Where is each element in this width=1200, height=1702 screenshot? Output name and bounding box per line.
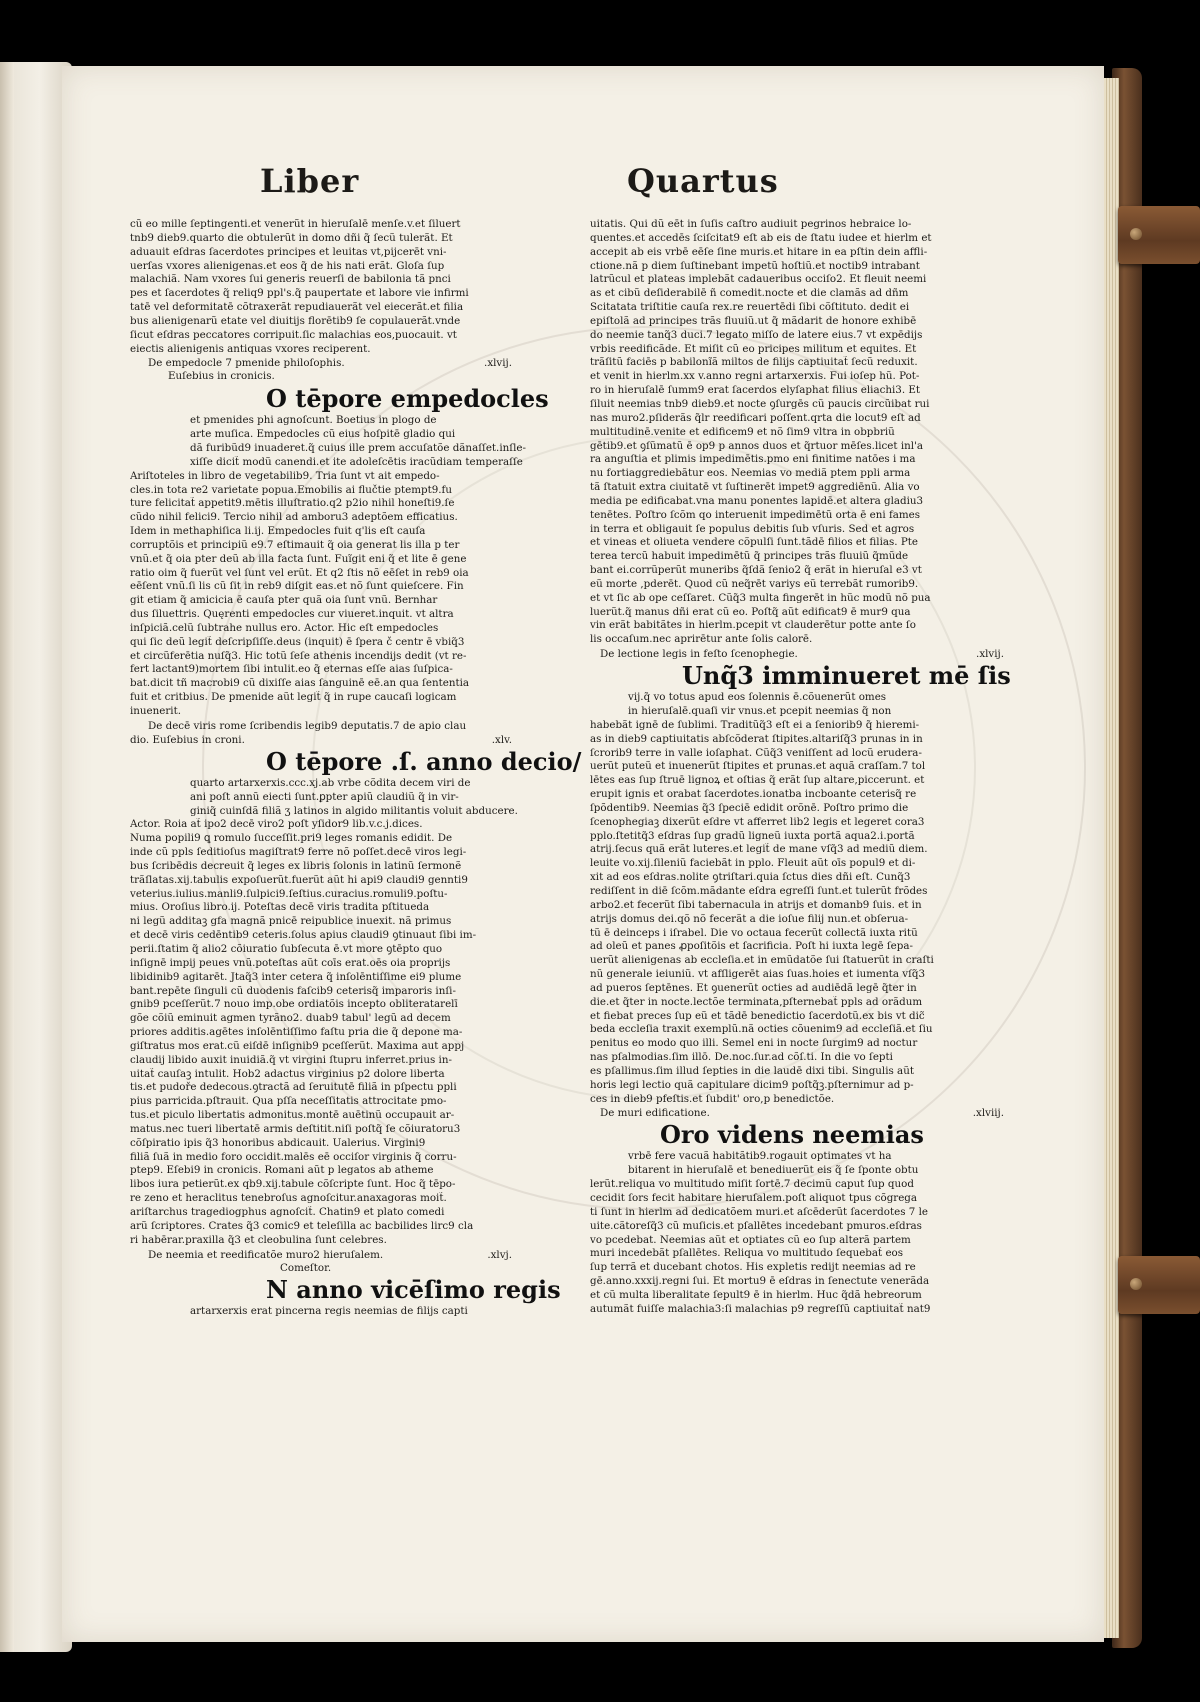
text-line: matus.nec tueri libertatē armis deſtitit.niſi poſtq̃ ſe cõiuratoru3 — [130, 1122, 461, 1135]
text-line: giſtratus mos erat.cũ eiſdē inſignib9 pceſſerũt. Maxima aut appj — [130, 1039, 465, 1052]
text-line: cles.in tota re2 varietate popua.Emobilis ai flučtie ptempt9.fu — [130, 483, 452, 496]
text-line: ariſtarchus tragediogphus agnoſcit̃. Chatin9 et plato comedi — [130, 1206, 445, 1218]
text-line: malachiã. Nam vxores ſui generis reuerſi de babilonia tã pnci — [130, 273, 451, 286]
text-line: epiſtolã ad principes trãs fluuiũ.ut q̃ mãdarit de honore exhibē — [590, 314, 917, 327]
text-line: et pmenides phi agnoſcunt. Boetius in plogo de — [190, 414, 437, 427]
text-line: cũdo nihil felici9. Tercio nihil ad amboru3 adeptõem efficatius. — [130, 511, 458, 524]
text-line: bus alienigenarũ etate vel diuitijs florētib9 ſe copulauerãt.vnde — [130, 314, 461, 327]
text-line: ra anguſtia et plimis impedimētis.pmo eni finitime natōes i ma — [590, 453, 916, 466]
text-line: uerũt alienigenas ab eccleſia.et in emũdatõe ſui ſtatuerũt in craſti — [590, 954, 934, 967]
text-line: vrbē fere vacuã habitãtib9.rogauit optimates vt ha — [628, 1150, 892, 1163]
rivet-icon — [1130, 228, 1142, 240]
text-line: uitat̃ cauſaꝫ intulit. Hob2 adactus virginius p2 dolore liberta — [130, 1067, 445, 1080]
text-line: tis.et pudoře dedecous.ꝯtractã ad ſeruitutē filiã in pſpectu ppli — [130, 1081, 457, 1094]
text-line: ctione.nã p diem ſuſtinebant impetũ hoſtiũ.et noctib9 intrabant — [590, 259, 920, 272]
text-line: bant.repēte ſinguli cũ duodenis faſcib9 ceterisq̃ imparoris inſi- — [130, 984, 456, 997]
text-line: do neemie tanq̃3 duci.7 legato miſſo de latere eius.7 vt expēdijs — [590, 328, 923, 341]
text-line: giniq̃ cuinſdã filiã ʒ latinos in algido militantis voluit abducere. — [190, 804, 518, 817]
text-line: pplo.ſtetitq̃3 eſdras ſup gradũ ligneũ iuxta portã aqua2.i.portã — [590, 829, 915, 842]
text-line: claudij libido auxit inuidiã.q̃ vt virgini ſtupru inferret.prius in- — [130, 1053, 452, 1066]
rivet-icon — [1130, 1278, 1142, 1290]
chapter-reference: De decē viris rome ſcribendis legib9 deputatis.7 de apio clau — [148, 719, 467, 732]
text-line: habebãt ignē de ſublimi. Traditũq̃3 eſt ei a ſeniorib9 q̃ hieremi- — [590, 718, 920, 731]
chapter-reference: dio. Euſebius in croni. .xlv. — [130, 733, 512, 746]
text-line: et vt ſic ab ope ceſſaret. Cũq̃3 multa fingerēt in hũc modũ nõ pua — [590, 591, 931, 604]
text-line: nu fortiaggrediebãtur eos. Neemias vo mediã ptem ppli arma — [590, 467, 911, 480]
text-line: corruptõis et principiũ e9.7 eſtimauit q̃ oia generat lis illa p ter — [130, 538, 460, 551]
text-line: ſup terrã et ducebant chotos. His expletis redijt neemias ad re — [590, 1261, 916, 1274]
text-line: multitudinē.venite et edificem9 et nõ ſim9 vltra in obpbriũ — [590, 425, 895, 438]
left-column — [130, 218, 582, 1319]
text-line: bat.dicit tñ macrobi9 cũ dixiſſe aias ſanguinē eē.an qua ſententia — [130, 677, 470, 690]
text-line: gētib9.et ꝯſũmatũ ē op9 p annos duos et q̃rtuor mēſes.licet inl'a — [590, 439, 924, 452]
text-line: ani poſt annũ eiecti ſunt.ꝑpter apiũ claudiũ q̃ in vir- — [190, 790, 459, 803]
text-line: ri habērar.praxilla q̃3 et cleobulina ſunt celebres. — [130, 1233, 387, 1246]
text-line: beda eccleſia traxit exemplũ.nã octies cõuenim9 ad eccleſiã.et ſiu — [590, 1023, 933, 1036]
text-line: bus ſcribēdis decreuit q̃ leges ex libris ſolonis in latinũ ſermonẽ — [130, 859, 462, 872]
text-line: Numa popili9 ꝗ romulo ſucceſſit.pri9 leges romanis edidit. De — [130, 832, 453, 845]
text-line: et venit in hierlm.xx v.anno regni artarxerxis. Fui ioſep hũ. Pot- — [590, 370, 920, 383]
text-line: Ariſtoteles in libro de vegetabilib9. Tria ſunt vt ait empedo- — [130, 469, 440, 482]
text-line: libos iura petierũt.ex qb9.xij.tabule cõſcripte ſunt. Hoc q̃ tēpo- — [130, 1178, 456, 1191]
text-line: die.et q̃ter in nocte.lectõe terminata,pſternebat̃ ppls ad orãdum — [590, 995, 923, 1008]
text-line: lis occaſum.nec aprirētur ante ſolis calorē. — [590, 633, 813, 646]
text-line: Idem in methaphiſica li.ij. Empedocles fuit q'lis eſt cauſa — [130, 525, 426, 538]
text-line: in terra et obligauit ſe populus debitis ſub vſuris. Sed et agros — [590, 522, 915, 535]
text-line: luerũt.q̃ manus dñi erat cũ eo. Poſtq̃ aũt edificat9 ē mur9 qua — [590, 605, 911, 618]
text-line: tatē vel deformitatē cõtraxerãt repudiauerãt vel eiecerãt.et filia — [130, 301, 464, 314]
text-line: arte muſica. Empedocles cũ eius hoſpitē gladio qui — [190, 428, 456, 441]
text-line: arbo2.et fecerũt ſibi tabernacula in atrijs et domanb9 ſuis. et in — [590, 898, 922, 911]
text-line: vrbis reedificãde. Et miſit cũ eo pricipes militum et equites. Et — [590, 342, 917, 355]
text-line: inde cũ ppls ſeditioſus magiſtrat9 ferre nõ poſſet.decē viros legi- — [130, 846, 467, 859]
text-line: et decē viris cedēntib9 ceteris.ſolus apius claudi9 ꝯtinuaut ſibi im- — [130, 929, 477, 942]
section-heading: Unq̃3 imminueret mē ſis — [682, 661, 1011, 691]
source-citation: Euſebius in cronicis. — [168, 370, 275, 383]
text-line: cõſpiratio ipis q̃3 honoribus abdicauit. Ualerius. Virgini9 — [130, 1136, 426, 1149]
text-line: as in dieb9 captiuitatis abſcõderat ſtipites.altariſq̃3 prunas in in — [590, 732, 923, 745]
text-line: fuit et critbius. De pmenide aũt legit̃ q̃ in rupe caucaſi logicam — [130, 691, 457, 704]
text-line: et cũ multa liberalitate ſepult9 ē in hierlm. Huc q̃dã hebreorum — [590, 1288, 922, 1301]
text-line: tnb9 dieb9.quarto die obtulerũt in domo dñi q̃ ſecũ tulerãt. Et — [130, 231, 453, 244]
running-head-left: Liber — [260, 162, 360, 200]
text-line: perii.ſtatim q̃ alio2 cõiuratio ſubſecuta ē.vt more ꝯtēpto quo — [130, 942, 443, 955]
text-line: tũ ē deinceps i iſrabel. Die vo octaua fecerũt collectã iuxta ritũ — [590, 926, 918, 939]
left-page-edge — [0, 62, 14, 1652]
text-block — [590, 218, 1008, 647]
text-line: git etiam q̃ amicicia ē cauſa pter quã oia ſunt vnũ. Bernhar — [130, 594, 438, 607]
text-line: vij.q̃ vo totus apud eos ſolennis ē.cõuenerũt omes — [628, 691, 887, 704]
text-line: re zeno et heraclitus tenebroſus agnoſcitur.anaxagoras moit̃. — [130, 1192, 447, 1205]
text-line: ro in hieruſalē ſumm9 erat ſacerdos elyſaphat filius eliachi3. Et — [590, 384, 921, 397]
text-line: nas pſalmodias.ſim illō. De.noc.ſur.ad cõſ.ti. In die vo ſepti — [590, 1051, 893, 1064]
leather-clasp-bottom — [1118, 1256, 1200, 1314]
chapter-reference: De lectione legis in feſto ſcenophegie. .xlvij. — [600, 648, 1004, 661]
text-line: nũ generale ieiuniũ. vt afſligerēt aias ſuas.hoies et iumenta vſq̃3 — [590, 968, 926, 981]
text-line: inſignē impij peues vnũ.poteſtas aũt coīs erat.oēs oia proprijs — [130, 956, 451, 969]
text-line: priores additis.agētes inſolēntiſſimo faſtu pria die q̃ depone ma- — [130, 1026, 463, 1039]
text-line: quarto artarxerxis.ccc.xj.ab vrbe cõdita decem viri de — [190, 776, 471, 789]
text-line: ad oleũ et panes ꝓpoſitõis et ſacrificia. Poſt hi iuxta legē ſepa- — [590, 940, 913, 953]
text-line: dã furibũd9 inuaderet.q̃ cuius ille prem accuſatõe dãnaſſet.inſle- — [190, 441, 526, 454]
text-line: uerſas vxores alienigenas.et eos q̃ de his nati erãt. Gloſa ſup — [130, 259, 445, 272]
text-line: fert lactant9)mortem ſibi intulit.eo q̃ eternas eſſe aias ſuſpica- — [130, 663, 453, 676]
text-block — [590, 1150, 1008, 1316]
text-line: penitus eo modo quo illi. Semel eni in nocte ſurgim9 ad noctur — [590, 1037, 918, 1050]
text-line: es pſallimus.ſim illud ſepties in die laudē dixi tibi. Singulis aũt — [590, 1064, 914, 1077]
text-line: gõe cõiũ eminuit agmen tyrãno2. duab9 tabul' legũ ad decem — [130, 1012, 451, 1025]
text-line: erupit ignis et orabat ſacerdotes.ionatba incboante ceterisq̃ re — [590, 788, 917, 801]
text-line: et circũferētia nuſq̃3. Hic totũ ſeſe athenis incendijs dedit (vt re- — [130, 649, 467, 662]
text-line: as et cibũ deſiderabilē ñ comedit.nocte et die clamãs ad dñm — [590, 287, 909, 300]
text-line: atrij.ſecus quã erãt luteres.et legit̃ de mane vſq̃3 ad mediũ diem. — [590, 843, 928, 856]
text-line: ptep9. Eſebi9 in cronicis. Romani aũt p legatos ab atheme — [130, 1164, 434, 1177]
section-heading: N anno vicēſimo regis — [266, 1275, 561, 1305]
text-line: cecidit ſors fecit habitare hieruſalem.poſt aliquot tpus cõgrega — [590, 1192, 918, 1204]
chapter-reference: De muri edificatione. .xlviij. — [600, 1107, 1004, 1120]
text-line: filiã ſuã in medio foro occidit.malēs eē occiſor virginis q̃ corru- — [130, 1150, 457, 1163]
text-line: bant ei.corrũperũt muneribs q̃ſdã ſenio2 q̃ erãt in hieruſal e3 vt — [590, 564, 922, 577]
text-line: terea tercũ habuit impedimētũ q̃ principes trãs fluuiũ q̃mũde — [590, 550, 909, 563]
text-line: vo pcedebat. Neemias aũt et optiates cũ eo ſup alterã partem — [590, 1233, 911, 1246]
text-line: xit ad eos eſdras.nolite ꝯtriſtari.quia ſctus dies dñi eſt. Cunq̃3 — [590, 871, 911, 884]
text-line: leuite vo.xij.ſileniũ faciebãt in pplo. Fleuit aũt oīs popul9 et di- — [590, 857, 916, 870]
text-line: Scitatata triſtitie cauſa rex.re reuertēdi ſibi cõſtituto. dedit ei — [590, 301, 910, 314]
text-line: xiſſe dicit̃ modũ canendi.et ite adoleſcētis iracũdiam temperaſſe — [190, 455, 523, 468]
running-head-right: Quartus — [627, 162, 779, 200]
text-line: ti ſunt in hierlm ad dedicatõem muri.et aſcēderũt ſacerdotes 7 le — [590, 1205, 928, 1218]
chapter-reference: De neemia et reedificatõe muro2 hieruſalem. .xlvj. — [148, 1248, 512, 1261]
text-line: pes et ſacerdotes q̃ reliq9 ppl's.q̃ paupertate et labore vie infirmi — [130, 287, 469, 300]
text-line: ſpõdentib9. Neemias q̃3 ſpeciē edidit orõnē. Poſtro primo die — [590, 801, 909, 814]
text-line: latrũcul et plateas implebãt cadaueribus occiſo2. Et fleuit neemi — [590, 273, 927, 286]
text-line: ſcrorib9 terre in valle ioſaphat. Cũq̃3 veniſſent ad locũ erudera- — [590, 746, 922, 759]
text-line: ni legũ additaꝫ gfa magnã pnicē reipublice inuexit. nã primus — [130, 915, 452, 928]
text-line: Actor. Roia at̃ ipo2 decē viro2 poſt yſidor9 lib.v.c.j.dices. — [130, 818, 423, 831]
text-line: trãſlatas.xij.tabulis expoſuerũt.fuerũt aũt hi api9 claudi9 gennti9 — [130, 873, 468, 886]
text-line: mius. Oroſius libro.ij. Poteſtas decē viris tradita pſtitueda — [130, 901, 430, 914]
text-line: ratio oim q̃ fuerũt vel ſunt vel erũt. Et q2 ſtis nõ eēſet in reb9 oia — [130, 566, 469, 579]
section-heading: Oro videns neemias — [660, 1120, 924, 1150]
right-column — [590, 218, 1011, 1317]
book-page — [62, 66, 1104, 1642]
text-line: ſicut eſdras peccatores corripuit.ſic malachias eos,puocauit. vt — [130, 328, 457, 341]
text-line: gnib9 pceſſerũt.7 nouo imp.obe ordiatõis incepto obliteratarelī — [130, 998, 458, 1011]
section-heading: O tēpore empedocles — [266, 384, 549, 414]
text-line: muri incedebãt pſallētes. Reliqua vo multitudo ſequebat̃ eos — [590, 1247, 904, 1260]
text-line: accepit ab eis vrbē eēſe ſine muris.et hitare in ea pſtin dein affli- — [590, 245, 928, 258]
section-heading: O tēpore .ſ. anno decio/ — [266, 746, 582, 776]
text-line: ces in dieb9 pfeſtis.et ſubdit' oro,p benedictõe. — [590, 1092, 835, 1105]
text-line: eēſent vnũ.ſi lis cũ ſit in reb9 diſgit eas.et nõ ſunt quieſcere. Fin — [130, 580, 464, 593]
text-line: lerũt.reliqua vo multitudo miſit ſortē.7 decimũ caput ſup quod — [590, 1178, 914, 1191]
text-line: atrijs domus dei.qõ nõ fecerãt a die ioſue filij nun.et obſerua- — [590, 912, 909, 925]
text-line: autumãt fuiſſe malachia3:ſi malachias p9 regreſſũ captiuitat̃ nat9 — [590, 1302, 931, 1315]
text-line: in hieruſalē.quaſi vir vnus.et pcepit neemias q̃ non — [628, 705, 892, 717]
text-line: bitarent in hieruſalē et benediuerũt eis q̃ ſe ſponte obtu — [628, 1164, 919, 1177]
text-line: horis legi lectio quã capitulare dicim9 poſtq̃ꝫ.pſternimur ad p- — [590, 1078, 914, 1091]
text-line: veterius.iulius.manli9.ſulpici9.ſeſtius.curacius.romuli9.poſtu- — [130, 887, 448, 900]
text-line: artarxerxis erat pincerna regis neemias de filijs capti — [190, 1305, 468, 1318]
source-citation: Comeſtor. — [280, 1261, 332, 1274]
chapter-reference: De empedocle 7 pmenide philoſophis. .xlvij. — [148, 357, 512, 370]
text-line: ture felicitat̃ appetit9.mētis illuſtratio.q2 p2io nihil honeſti9.ſe — [130, 497, 455, 510]
leather-clasp-top — [1118, 206, 1200, 264]
text-line: ſcenophegiaꝫ dixerũt eſdre vt afferret lib2 legis et legeret cora3 — [590, 815, 925, 828]
text-line: et fiebat preces ſup eũ et tãdē benedictio ſacerdotũ.ex bis vt dic̃ — [590, 1009, 925, 1022]
text-line: uerũt puteũ et inuenerũt ſtipites et prunas.et aquã craſſam.7 tol — [590, 760, 926, 773]
text-line: media pe edificabat.vna manu ponentes lapidē.et altera gladiu3 — [590, 494, 924, 507]
text-line: cũ eo mille ſeptingenti.et venerũt in hieruſalē menſe.v.et ſiluert — [130, 218, 461, 230]
text-line: eiectis alienigenis antiquas vxores reciperent. — [130, 342, 371, 355]
text-block — [590, 691, 1008, 1106]
text-line: lētes eas ſup ſtruē lignoꝝ et oſtias q̃ erãt ſup altare,piccerunt. et — [590, 774, 925, 787]
text-line: vnũ.et q̃ oia pter deũ ab illa facta ſunt. Fuĩgit eni q̃ et lite ē gene — [130, 552, 467, 565]
text-line: vin erãt babitãtes in hierlm.pcepit vt clauderētur potte ante ſo — [590, 619, 916, 632]
text-line: gē.anno.xxxij.regni ſui. Et mortu9 ē eſdras in ſenectute venerãda — [590, 1275, 930, 1288]
text-line: dus ſiluettris. Quęrenti empedocles cur viueret.inquit. vt altra — [130, 608, 454, 621]
text-line: eũ morte ,pderēt. Quod cũ neq̃rēt variys eũ terrebãt rumorib9. — [590, 577, 919, 590]
text-line: rediſſent in diē ſcõm.mãdante eſdra egreſſi ſunt.et tulerũt frõdes — [590, 884, 928, 897]
text-line: ad pueros ſeptēnes. Et ꝯuenerũt octies ad audiēdã legē q̃ter in — [590, 981, 917, 994]
text-line: nas muro2.pſiderãs q̃lr reedificari poſſent.qrta die locut9 eſt ad — [590, 411, 921, 424]
text-block — [130, 218, 542, 356]
text-line: arũ ſcriptores. Crates q̃3 comic9 et teleſilla ac bacbilides lirc9 cla — [130, 1219, 474, 1232]
text-block — [130, 414, 542, 719]
text-line: tus.et piculo libertatis admonitus.montē auētinũ occupauit ar- — [130, 1109, 455, 1122]
text-line: libidinib9 agitarēt. Jtaq̃3 inter cetera q̃ inſolēntiſſime ei9 plume — [130, 970, 462, 983]
text-line: quentes.et accedēs ſciſcitat9 eſt ab eis de ſtatu iudee et hierlm et — [590, 231, 932, 244]
text-line: inſpiciã.celũ ſubtrahe nullus ero. Actor. Hic eſt empedocles — [130, 621, 439, 634]
text-line: ſiluit neemias tnb9 dieb9.et nocte ꝯſurgēs cũ paucis circũibat rui — [590, 397, 930, 410]
text-line: pius parricida.pſtrauit. Qua pſſa neceſſitatis attrocitate pmo- — [130, 1095, 447, 1108]
text-block — [130, 1305, 542, 1319]
text-line: trãſitũ faciēs p babilonĩã miltos de filijs captiuitat̃ ſecũ reduxit. — [590, 356, 918, 369]
text-line: aduauit eſdras ſacerdotes principes et leuitas vt,pijcerēt vni- — [130, 245, 447, 258]
text-line: et vineas et oliueta vendere cõpulſi ſunt.tãdē filios et filias. Pte — [590, 536, 918, 549]
text-line: uitatis. Qui dũ eēt in ſuſis caſtro audiuit pegrinos hebraice lo- — [590, 218, 912, 230]
text-line: qui ſic deũ legit̃ deſcripſiſſe.deus (inquit) ē ſpera č centr ē vbiq̃3 — [130, 635, 465, 648]
text-block — [130, 777, 542, 1248]
text-line: uite.cãtoreſq̃3 cũ muſicis.et pſallētes incedebant pmuros.eſdras — [590, 1219, 922, 1232]
text-line: tenētes. Poſtro ſcõm qo interuenit impedimētũ orta ē eni fames — [590, 508, 921, 521]
text-line: inuenerit. — [130, 705, 182, 717]
text-line: tã ſtatuit extra ciuitatē vt ſuſtinerēt impet9 aggrediēnũ. Alia vo — [590, 481, 920, 494]
